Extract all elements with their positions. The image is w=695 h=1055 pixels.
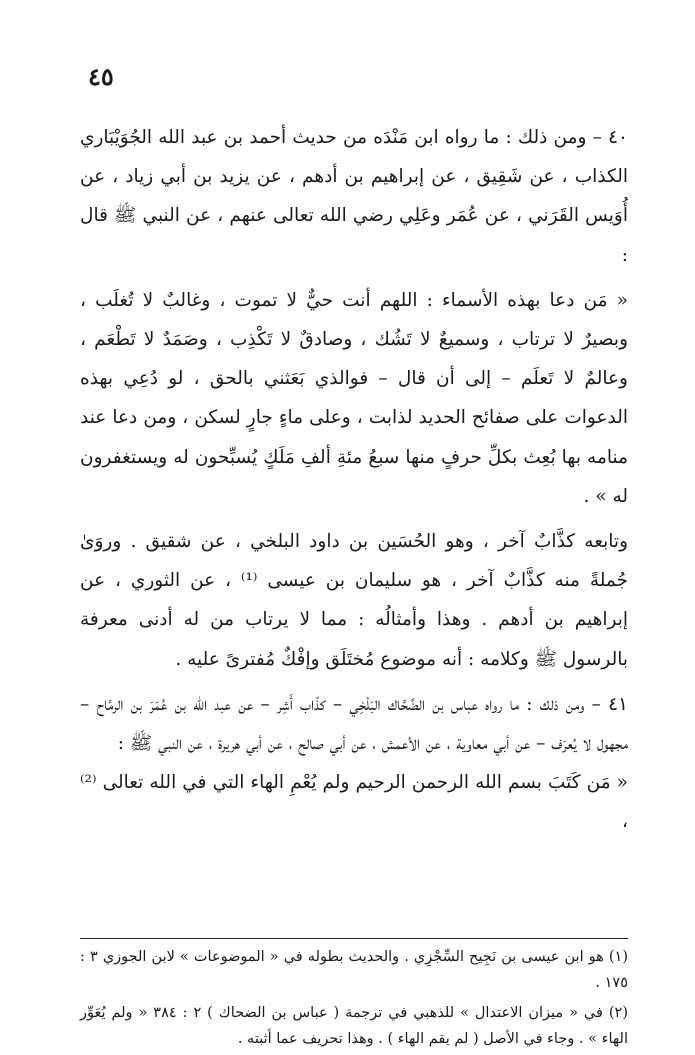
hadith-text-2: « مَن كَتَبَ بسم الله الرحمن الرحيم ولم يُعْمِ الهاء التي في الله تعالى ⁽²⁾ ، — [80, 772, 628, 833]
footnote-divider — [80, 938, 628, 939]
main-text — [80, 118, 628, 842]
paragraph-41: ٤١ – ومن ذلك : ما رواه عباس بن الضَّحَّاك البَلْخِي – كذّاب أَشِر – عن عبد الله بن عُمَرَ بن الرمَّاح – مجهول لا يُعرَف – عن أبي معاوية ، عن الأعمش ، عن أبي صالح ، عن أبي هريرة ، عن النبي ﷺ : — [80, 693, 628, 755]
paragraph-40: ٤٠ – ومن ذلك : ما رواه ابن مَنْدَه من حديث أحمد بن عبد الله الجُوَيْبَاري الكذاب ، عن شَقِيق ، عن إبراهيم بن أدهم ، عن يزيد بن أبي زياد ، عن أُوَيس القَرَني ، عن عُمَر وعَلِي رضي الله تعالى عنهم ، عن النبي ﷺ قال : — [80, 127, 628, 266]
hadith-text: « مَن دعا بهذه الأسماء : اللهم أنت حيٌّ لا تموت ، وغالبٌ لا تُغلَب ، وبصيرٌ لا ترتاب ، وسميعٌ لا تَشُك ، وصادقٌ لا تَكْذِب ، وصَمَدٌ لا تَطْعَم ، وعالمٌ لا تَعلَم – إلى أن قال – فوالذي بَعَثني بالحق ، لو دُعِي بهذه الدعوات على صفائح الحديد لذابت ، وعلى ماءٍ جارٍ لسكن ، ومن دعا عند منامه بها بُعِث بكلِّ حرفٍ منها سبعُ مئةِ ألفِ مَلَكٍ يُسبِّحون له ويستغفرون له » . — [80, 289, 628, 507]
footnotes — [80, 945, 628, 1052]
paragraph-commentary: وتابعه كذَّابٌ آخر ، وهو الحُسَين بن داود البلخي ، عن شقيق . وروَىٰ جُملةً منه كذَّابٌ آخر ، هو سليمان بن عيسى ⁽¹⁾ ، عن الثوري ، عن إبراهيم بن أدهم . وهذا وأمثالُه : مما لا يرتاب من له أدنى معرفة بالرسول ﷺ وكلامه : أنه موضوع مُختَلَق وإفْكٌ مُفترىً عليه . — [80, 531, 628, 670]
page-number: ٤٥ — [88, 62, 114, 91]
footnote-1: (١) هو ابن عيسى بن نَجِيح السِّجْزِي . والحديث بطوله في « الموضوعات » لابن الجوزي ٣ : ١٧٥ . — [80, 949, 628, 991]
footnote-2: (٢) في « ميزان الاعتدال » للذهبي في ترجمة ( عباس بن الضحاك ) ٢ : ٣٨٤ « ولم يُعَوِّر الهاء » . وجاء في الأصل ( لم يقم الهاء ) . وهذا تحريف عما أثبته . — [80, 1005, 628, 1047]
